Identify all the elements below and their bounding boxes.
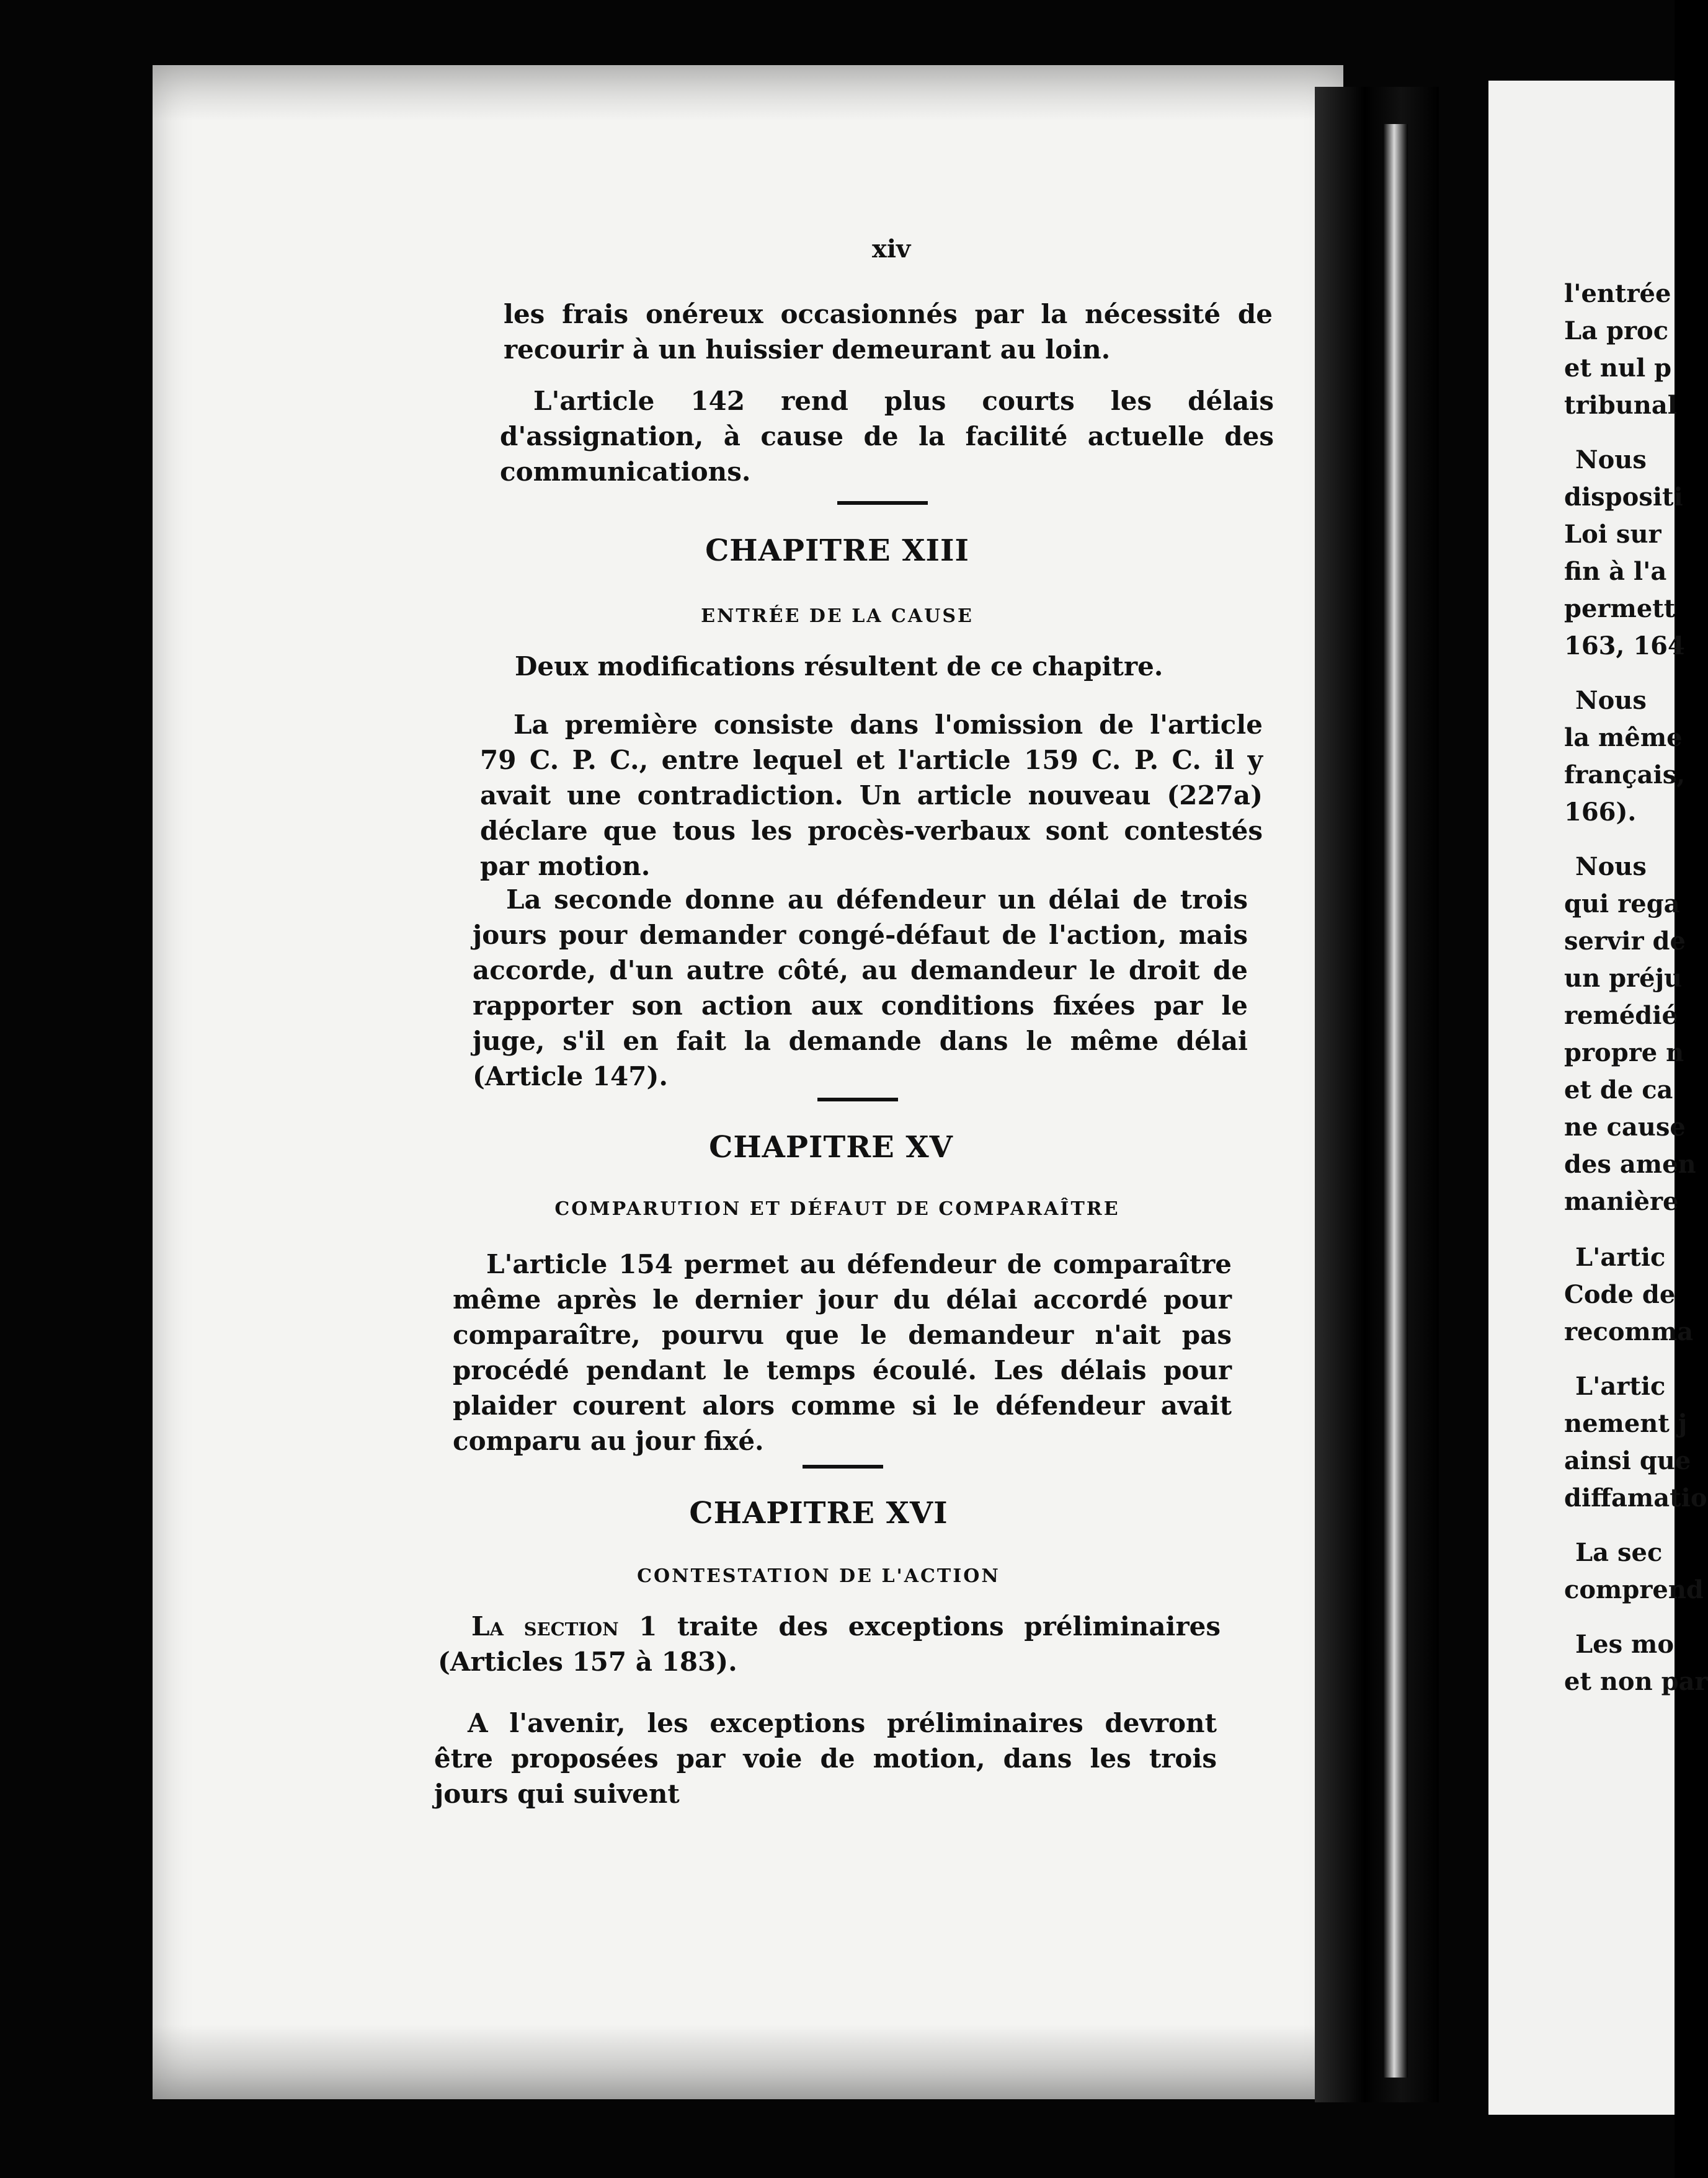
right-page-line: remédié: [1564, 1001, 1678, 1030]
right-page-line: La sec: [1575, 1538, 1663, 1567]
right-page-line: français,: [1564, 760, 1686, 789]
chapter-15-title: CHAPITRE XV: [709, 1130, 953, 1165]
right-page-line: et non par: [1564, 1667, 1708, 1696]
right-page-line: L'artic: [1575, 1372, 1666, 1401]
paragraph-frais: les frais onéreux occasionnés par la nécessité de recourir à un huissier demeurant au loin.: [504, 299, 1273, 365]
right-page-line: tribunal: [1564, 391, 1677, 420]
right-page-line: l'entrée: [1564, 279, 1671, 308]
paragraph-deux-modifications: Deux modifications résultent de ce chapitre.: [515, 651, 1163, 682]
book-gutter: [1315, 87, 1439, 2102]
right-page-line: 163, 164: [1564, 631, 1685, 660]
paragraph-seconde: La seconde donne au défendeur un délai de trois jours pour demander congé-défaut de l'action, mais accorde, d'un autre côté, au demandeur le droit de rapporter son action aux conditions fixées par le juge, s'il en fait la demande dans le même délai (Article 147).: [473, 884, 1248, 1091]
chapter-13-subtitle: ENTRÉE DE LA CAUSE: [701, 605, 974, 627]
right-page-line: permett: [1564, 594, 1676, 623]
right-page-line: fin à l'a: [1564, 557, 1667, 586]
right-page-line: Nous: [1575, 852, 1647, 881]
right-page-line: manière: [1564, 1187, 1679, 1216]
right-page-line: dispositi: [1564, 482, 1683, 512]
right-page-line: Nous: [1575, 445, 1647, 474]
right-page-line: un préju: [1564, 964, 1683, 993]
paragraph-article-142: L'article 142 rend plus courts les délais d'assignation, à cause de la facilité actuelle des communications.: [500, 386, 1274, 487]
right-page-line: diffamatio: [1564, 1483, 1707, 1513]
chapter-16-subtitle: CONTESTATION DE L'ACTION: [637, 1565, 1000, 1587]
right-page-line: qui rega: [1564, 889, 1680, 918]
right-page-line: Nous: [1575, 686, 1647, 715]
right-page-line: et nul p: [1564, 353, 1672, 383]
right-page-line: ainsi que: [1564, 1446, 1691, 1475]
paragraph-section-1: [438, 1609, 1221, 1679]
right-page-line: Loi sur: [1564, 520, 1661, 549]
right-page-line: ne cause: [1564, 1113, 1686, 1142]
right-page-line: recomma: [1564, 1317, 1694, 1346]
right-page-line: la même: [1564, 723, 1683, 752]
right-page-line: servir de: [1564, 927, 1686, 956]
paragraph-avenir: A l'avenir, les exceptions préliminaires devront être proposées par voie de motion, dans les trois jours qui suivent: [434, 1708, 1217, 1809]
right-page-line: propre n: [1564, 1038, 1684, 1067]
section-lead: La section: [471, 1611, 619, 1642]
right-page-line: et de ca: [1564, 1075, 1673, 1105]
paragraph-article-154: L'article 154 permet au défendeur de comparaître même après le dernier jour du délai accordé pour comparaître, pourvu que le demandeur n'ait pas procédé pendant le temps écoulé. Les délais pour plaider courent alors comme si le défendeur avait comparu au jour fixé.: [453, 1249, 1232, 1456]
page-number: xiv: [872, 234, 911, 264]
right-page-line: comprend: [1564, 1575, 1704, 1604]
right-page-line: Les mo: [1575, 1630, 1675, 1659]
right-page-line: Code de: [1564, 1280, 1676, 1309]
right-page-line: des amen: [1564, 1150, 1696, 1179]
right-page-line: L'artic: [1575, 1243, 1666, 1272]
section-divider: [817, 1098, 898, 1101]
chapter-16-title: CHAPITRE XVI: [689, 1496, 948, 1531]
section-divider: [837, 501, 928, 505]
section-divider: [803, 1465, 883, 1469]
chapter-15-subtitle: COMPARUTION ET DÉFAUT DE COMPARAÎTRE: [554, 1198, 1120, 1220]
gutter-highlight: [1383, 124, 1408, 2078]
right-page-line: nement j: [1564, 1409, 1688, 1438]
chapter-13-title: CHAPITRE XIII: [705, 533, 969, 568]
right-page-line: La proc: [1564, 316, 1669, 345]
paragraph-premiere: La première consiste dans l'omission de l'article 79 C. P. C., entre lequel et l'article 159 C. P. C. il y avait une contradiction. Un article nouveau (227a) déclare que tous les procès-verbaux sont contestés par motion.: [480, 709, 1263, 881]
right-page-line: 166).: [1564, 798, 1637, 827]
section-rest: 1 traite des exceptions préliminaires (Articles 157 à 183).: [438, 1611, 1221, 1677]
